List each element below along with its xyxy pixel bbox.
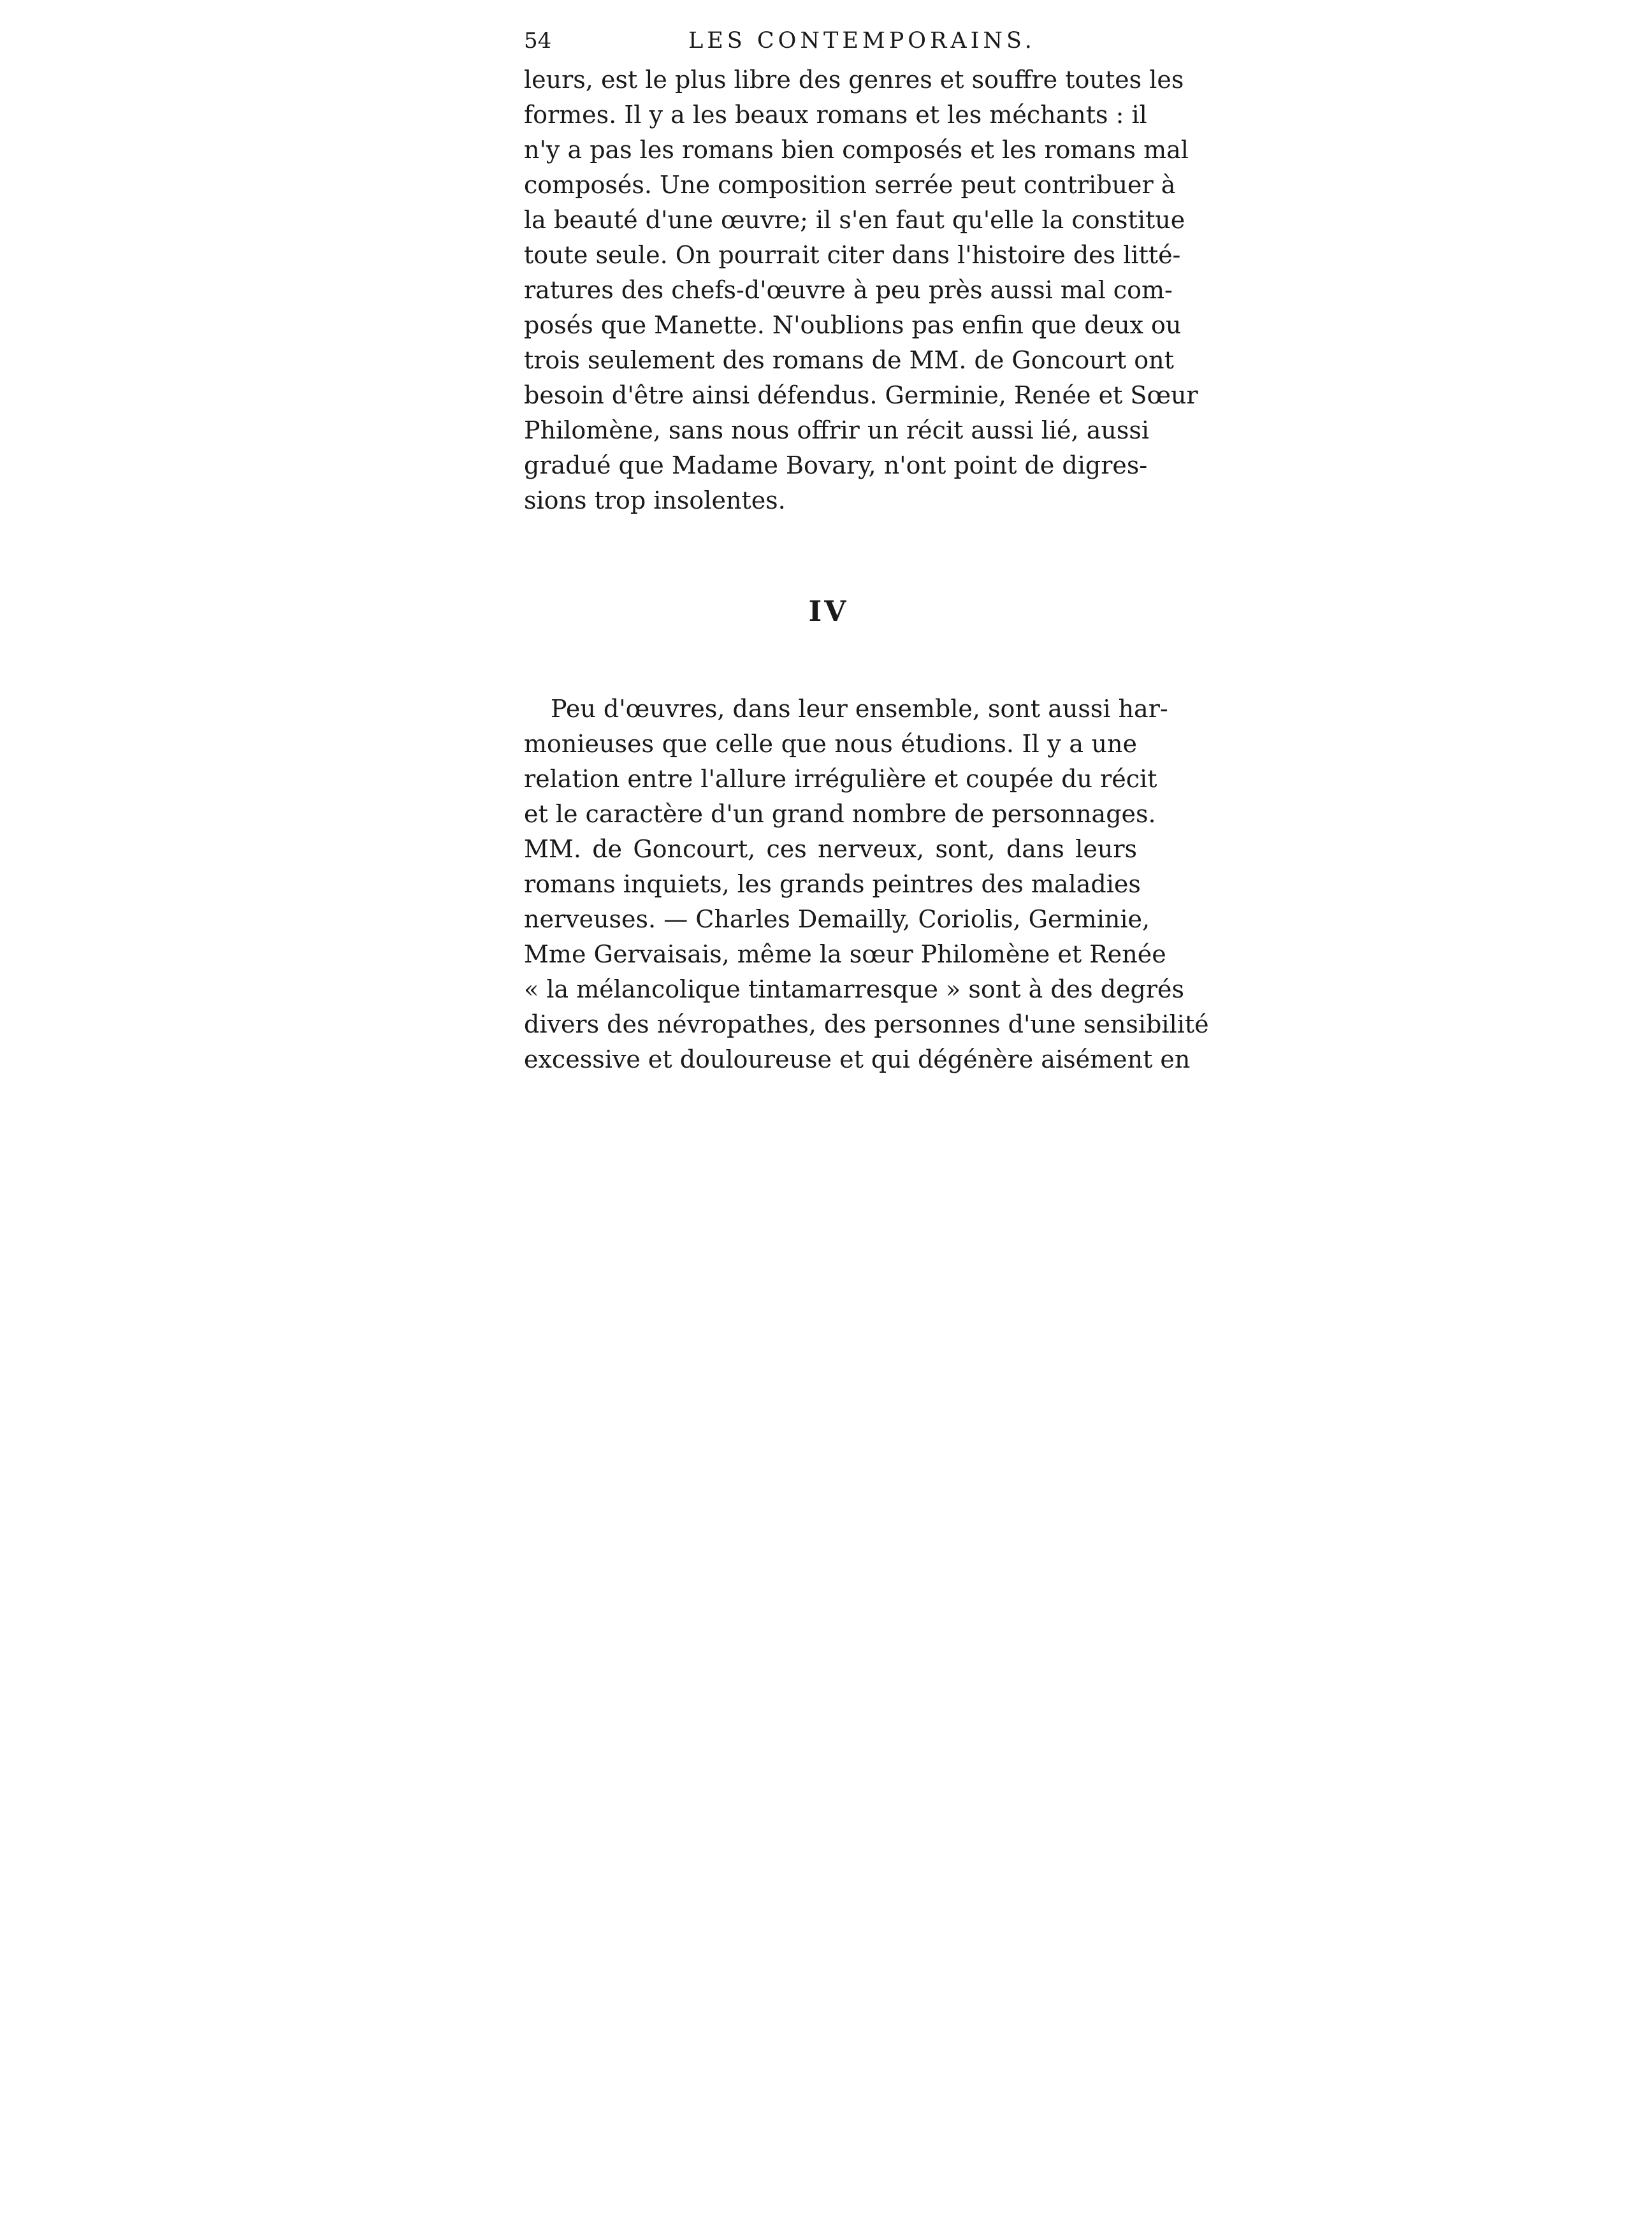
text-line: MM. de Goncourt, ces nerveux, sont, dans leurs bbox=[524, 835, 1137, 863]
text-line: « la mélancolique tintamarresque » sont à des degrés bbox=[524, 975, 1185, 1003]
text-line: sions trop insolentes. bbox=[524, 486, 786, 514]
paragraph-2 bbox=[524, 692, 1209, 1077]
text-line: monieuses que celle que nous étudions. Il y a une bbox=[524, 730, 1137, 758]
text-line: nerveuses. — Charles Demailly, Coriolis, Germinie, bbox=[524, 905, 1150, 933]
text-line: excessive et douloureuse et qui dégénère aisément en bbox=[524, 1045, 1191, 1073]
text-line: leurs, est le plus libre des genres et souffre toutes les bbox=[524, 66, 1184, 94]
text-line: formes. Il y a les beaux romans et les méchants : il bbox=[524, 101, 1147, 129]
text-line: posés que Manette. N'oublions pas enfin que deux ou bbox=[524, 311, 1182, 339]
text-line: la beauté d'une œuvre; il s'en faut qu'elle la constitue bbox=[524, 206, 1185, 234]
text-line: ratures des chefs-d'œuvre à peu près aussi mal com- bbox=[524, 276, 1173, 304]
text-line: Peu d'œuvres, dans leur ensemble, sont aussi har- bbox=[551, 695, 1168, 723]
text-line: toute seule. On pourrait citer dans l'histoire des litté- bbox=[524, 241, 1181, 269]
text-line: Philomène, sans nous offrir un récit aussi lié, aussi bbox=[524, 416, 1149, 444]
text-line: divers des névropathes, des personnes d'une sensibilité bbox=[524, 1010, 1209, 1038]
text-line: trois seulement des romans de MM. de Goncourt ont bbox=[524, 346, 1174, 374]
text-line: Mme Gervaisais, même la sœur Philomène et Renée bbox=[524, 940, 1166, 968]
text-line: romans inquiets, les grands peintres des maladies bbox=[524, 870, 1141, 898]
text-line: besoin d'être ainsi défendus. Germinie, Renée et Sœur bbox=[524, 381, 1198, 409]
text-line: et le caractère d'un grand nombre de personnages. bbox=[524, 800, 1156, 828]
text-line: n'y a pas les romans bien composés et les romans mal bbox=[524, 136, 1189, 164]
text-line: composés. Une composition serrée peut contribuer à bbox=[524, 171, 1176, 199]
running-head bbox=[524, 22, 1137, 60]
section-heading: IV bbox=[808, 595, 849, 628]
paragraph-1 bbox=[524, 62, 1198, 518]
text-line: gradué que Madame Bovary, n'ont point de digres- bbox=[524, 451, 1148, 479]
page-number: 54 bbox=[524, 28, 552, 54]
running-title: LES CONTEMPORAINS. bbox=[688, 28, 1036, 54]
text-line: relation entre l'allure irrégulière et coupée du récit bbox=[524, 765, 1157, 793]
